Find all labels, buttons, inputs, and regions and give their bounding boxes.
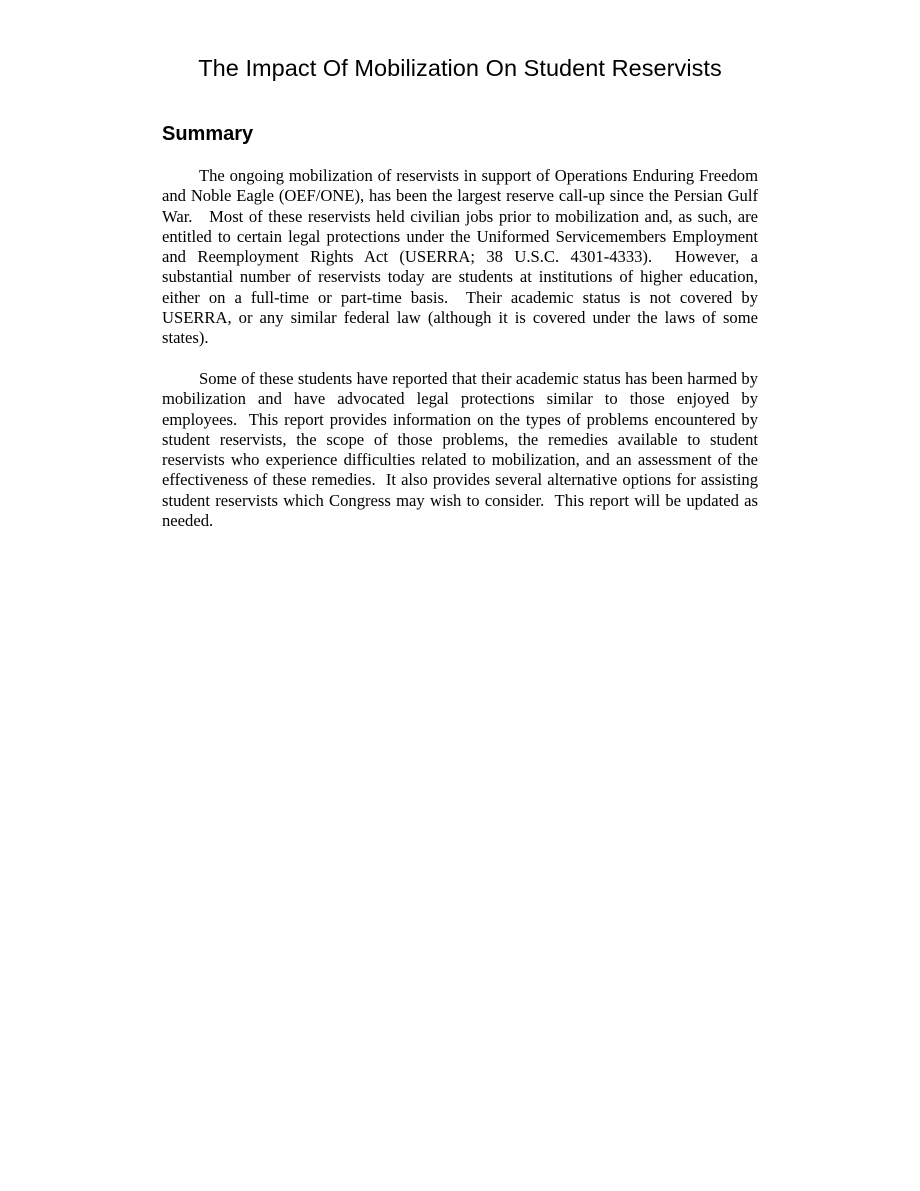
section-heading-summary: Summary (162, 123, 254, 145)
document-title: The Impact Of Mobilization On Student Reservists (198, 55, 722, 81)
summary-paragraph-1: The ongoing mobilization of reservists in support of Operations Enduring Freedom and Noble Eagle (OEF/ONE), has been the largest reserve call-up since the Persian Gulf War. Most of these reservists held civilian jobs prior to mobilization and, as such, are entitled to certain legal protections under the Uniformed Servicemembers Employment and Reemployment Rights Act (USERRA; 38 U.S.C. 4301-4333). However, a substantial number of reservists today are students at institutions of higher education, either on a full-time or part-time basis. Their academic status is not covered by USERRA, or any similar federal law (although it is covered under the laws of some states). (162, 166, 758, 348)
summary-paragraph-2: Some of these students have reported that their academic status has been harmed by mobilization and have advocated legal protections similar to those enjoyed by employees. This report provides information on the types of problems encountered by student reservists, the scope of those problems, the remedies available to student reservists who experience difficulties related to mobilization, and an assessment of the effectiveness of these remedies. It also provides several alternative options for assisting student reservists which Congress may wish to consider. This report will be updated as needed. (162, 369, 758, 531)
